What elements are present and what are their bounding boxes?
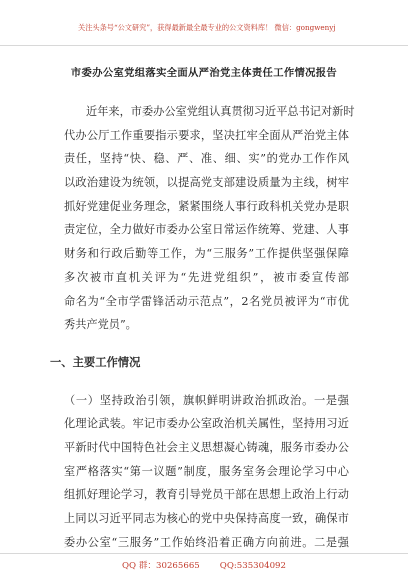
section-heading: 一、主要工作情况 xyxy=(50,354,141,369)
qq-text: QQ:535304092 xyxy=(219,561,286,571)
section-paragraph xyxy=(64,389,349,555)
paragraph-line: 委办公室“三服务”工作始终沿着正确方向前进。二是强 xyxy=(64,535,349,549)
paragraph-line: 多次被市直机关评为“先进党组织”，被市委宣传部 xyxy=(64,270,349,284)
paragraph-line: 抓好党建促业务理念，紧紧围绕人事行政科机关党办是职 xyxy=(64,199,349,213)
qq-group-text: QQ 群：30265665 xyxy=(122,561,200,571)
page-header xyxy=(0,0,408,46)
document-body xyxy=(50,100,355,554)
paragraph-line: 组抓好理论学习，教育引导党员干部在思想上政治上行动 xyxy=(64,488,349,502)
paragraph-line: 室严格落实“第一议题”制度，服务室务会理论学习中心 xyxy=(64,464,349,478)
footer-contacts xyxy=(0,560,408,572)
paragraph-line: 责任，坚持“快、稳、严、准、细、实”的党办工作作风 xyxy=(64,152,349,166)
paragraph-line: 责定位，全力做好市委办公室日常运作统筹、党建、人事 xyxy=(64,223,349,237)
paragraph-line: 代办公厅工作重要指示要求，坚决扛牢全面从严治党主体 xyxy=(64,128,349,142)
paragraph-line: 以政治建设为统领，以提高党支部建设质量为主线，树牢 xyxy=(64,176,349,190)
paragraph-line: 化理论武装。牢记市委办公室政治机关属性，坚持用习近 xyxy=(64,417,349,431)
paragraph-line: 财务和行政后勤等工作，为“三服务”工作提供坚强保障 xyxy=(64,247,349,261)
page-footer xyxy=(0,553,408,580)
header-note: 关注头条号“公文研究”，获得最新最全最专业的公文资料库！ 微信：gongwenyj xyxy=(78,23,336,32)
paragraph-line: 命名为“全市学雷锋活动示范点”，2名党员被评为“市优 xyxy=(64,294,349,308)
document-title: 市委办公室党组落实全面从严治党主体责任工作情况报告 xyxy=(70,67,338,79)
paragraph-line: （一）坚持政治引领，旗帜鲜明讲政治抓政治。一是强 xyxy=(64,393,349,407)
paragraph-line: 近年来，市委办公室党组认真贯彻习近平总书记对新时 xyxy=(86,105,355,118)
intro-paragraph xyxy=(64,100,355,337)
paragraph-line: 秀共产党员”。 xyxy=(64,318,137,332)
paragraph-line: 平新时代中国特色社会主义思想凝心铸魂，服务市委办公 xyxy=(64,440,349,454)
paragraph-line: 上同以习近平同志为核心的党中央保持高度一致，确保市 xyxy=(64,512,349,525)
